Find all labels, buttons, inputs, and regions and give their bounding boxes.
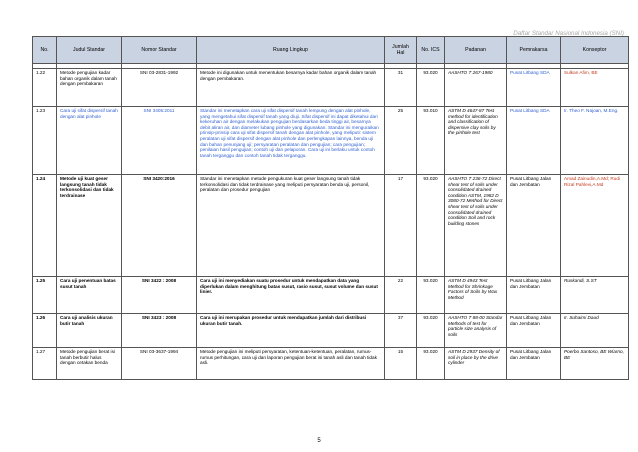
cell-nomor: SNI 3422 : 2008 — [122, 277, 197, 314]
table-header — [33, 37, 629, 64]
col-nomor-header: Nomor Standar — [122, 37, 197, 64]
cell-jumlah: 37 — [385, 314, 417, 348]
cell-konseptor: Sulkan Afim, BE — [561, 69, 629, 107]
cell-ruang: Cara uji ini merupakan prosedur untuk mendapatkan jumlah dari distribusi ukuran butir tanah. — [197, 314, 385, 348]
cell-padanan: AASHTO T 88-00 Standar Methods of test for particle size analysis of soils — [445, 314, 507, 348]
cell-padanan: ASTM D 2937 Density of soil in place by the drive cylinder — [445, 348, 507, 380]
cell-nomor: SNI 3405:2011 — [122, 107, 197, 175]
cell-no: 1.25 — [33, 277, 57, 314]
cell-konseptor: Poerbo Santoso, BE Wiarno, BE — [561, 348, 629, 380]
cell-ruang: Metode ini digunakan untuk menentukan besarnya kadar bahan organik dalam tanah dengan pembakaran. — [197, 69, 385, 107]
standards-table — [32, 36, 629, 380]
col-padanan-header: Padanan — [445, 37, 507, 64]
cell-ruang: Metode pengujian ini meliputi persyaratan, ketentuan-ketentuan, peralatan, rumus-rumus perhitungan, cara uji dan laporan pengujian berat isi tanah asli dan tanah tidak asli. — [197, 348, 385, 380]
col-jumlah-header: Jumlah Hal — [385, 37, 417, 64]
col-judul-header: Judul Standar — [57, 37, 122, 64]
table-row — [33, 69, 629, 107]
cell-konseptor: Ir. Suhaimi Daud — [561, 314, 629, 348]
cell-ics: 93.020 — [417, 277, 445, 314]
col-ruang-header: Ruang Lingkup — [197, 37, 385, 64]
cell-nomor: SNI 3420:2016 — [122, 175, 197, 277]
cell-ics: 93.020 — [417, 314, 445, 348]
cell-ruang: Standar ini menetapkan cara uji sifat dispersif tanah lempung dengan alat pinhole, yang mengetahui sifat dispersif tanah yang diuji. Sifat dispersif ini dapat diketahui dari kekeruhan air dengan melakukan pengujian berdasarkan beda tinggi air, besarnya debit aliran air, dan diameter lubang pinhole yang digunakan. Standar ini menguraikan prinsip-prinsip cara uji sifat dispersif tanah dengan alat pinhole, yang meliputi: sistem peralatan uji sifat dispersif dengan alat pinhole dan perlengkapan lainnya, benda uji dan bahan penunjang uji; persyaratan peralatan dan pengujian; cara pengujian; penilaian hasil pengujian; contoh uji dan pelaporan. Cara uji ini berlaku untuk contoh tanah terganggu dan contoh tanah tidak terganggu. — [197, 107, 385, 175]
table-row — [33, 277, 629, 314]
cell-jumlah: 25 — [385, 107, 417, 175]
cell-nomor: SNI 03-3637-1994 — [122, 348, 197, 380]
cell-pemrakarsa: Pusat Litbang Jalan dan Jembatan — [507, 175, 561, 277]
table-row — [33, 175, 629, 277]
cell-konseptor: Amad Zainudin,A.Md; Rudi Rizal Pahlevi,A.Md — [561, 175, 629, 277]
cell-konseptor: Ir. Theo F. Najoan, M.Eng. — [561, 107, 629, 175]
cell-ics: 93.010 — [417, 107, 445, 175]
cell-padanan: ASTM D 4943 Test Method for Shrinkage Factors of Soils by Wax Method — [445, 277, 507, 314]
cell-ics: 93.020 — [417, 69, 445, 107]
table-row — [33, 314, 629, 348]
cell-jumlah: 22 — [385, 277, 417, 314]
cell-ruang: Cara uji ini menyediakan suatu prosedur untuk mendapatkan data yang diperlukan dalam menghitung batas susut, rasio susut, susut volume dan susut linier. — [197, 277, 385, 314]
cell-pemrakarsa: Pusat Litbang Jalan dan Jembatan — [507, 348, 561, 380]
cell-jumlah: 17 — [385, 175, 417, 277]
col-pemrakarsa-header: Pemrakarsa — [507, 37, 561, 64]
cell-padanan: ASTM D 4647-87 Test method for identification and classification of dispersive clay soils by the pinhole test — [445, 107, 507, 175]
cell-pemrakarsa: Pusat Litbang SDA — [507, 107, 561, 175]
col-ics-header: No. ICS — [417, 37, 445, 64]
cell-padanan: AASHTO T 267-1980 — [445, 69, 507, 107]
cell-no: 1.27 — [33, 348, 57, 380]
cell-pemrakarsa: Pusat Litbang SDA — [507, 69, 561, 107]
cell-judul: Metode pengujian kadar bahan organik dalam tanah dengan pembakaran — [57, 69, 122, 107]
cell-judul: Cara uji sifat dispersif tanah dengan alat pinhole — [57, 107, 122, 175]
cell-ics: 93.020 — [417, 348, 445, 380]
col-no-header: No. — [33, 37, 57, 64]
cell-judul: Metode uji kuat geser langsung tanah tidak terkonsolidasi dan tidak terdrainase — [57, 175, 122, 277]
col-konseptor-header: Konseptor — [561, 37, 629, 64]
cell-no: 1.26 — [33, 314, 57, 348]
cell-nomor: SNI 03-2831-1992 — [122, 69, 197, 107]
page-number: 5 — [317, 438, 321, 444]
cell-pemrakarsa: Pusat Litbang Jalan dan Jembatan — [507, 314, 561, 348]
cell-no: 1.23 — [33, 107, 57, 175]
cell-judul: Cara uji analisis ukuran butir tanah — [57, 314, 122, 348]
cell-konseptor: Ruskandi, S.ST — [561, 277, 629, 314]
header-note: Daftar Standar Nasional Indonesia (SNI) — [513, 30, 624, 37]
table-row — [33, 107, 629, 175]
cell-no: 1.22 — [33, 69, 57, 107]
cell-padanan: AASHTO T 236-72 Direct shear test of soils under consolidated drained condition ASTM, 1982 D 3080-72 Method for Direct shear test of soils under consolidated drained condition Soil and rock building stones — [445, 175, 507, 277]
cell-nomor: SNI 3423 : 2008 — [122, 314, 197, 348]
cell-ruang: Standar ini menetapkan metode pengukuran kuat geser langsung tanah tidak terkonsolidasi dan tidak terdrainase yang meliputi persyaratan benda uji, personil, peralatan dan prosedur pengujian — [197, 175, 385, 277]
cell-judul: Metode pengujian berat isi tanah berbutir halus dengan cetakan benda — [57, 348, 122, 380]
cell-jumlah: 31 — [385, 69, 417, 107]
cell-no: 1.24 — [33, 175, 57, 277]
cell-jumlah: 15 — [385, 348, 417, 380]
cell-judul: Cara uji penentuan batas susut tanah — [57, 277, 122, 314]
table-row — [33, 348, 629, 380]
cell-ics: 93.020 — [417, 175, 445, 277]
cell-pemrakarsa: Pusat Litbang Jalan dan Jembatan — [507, 277, 561, 314]
